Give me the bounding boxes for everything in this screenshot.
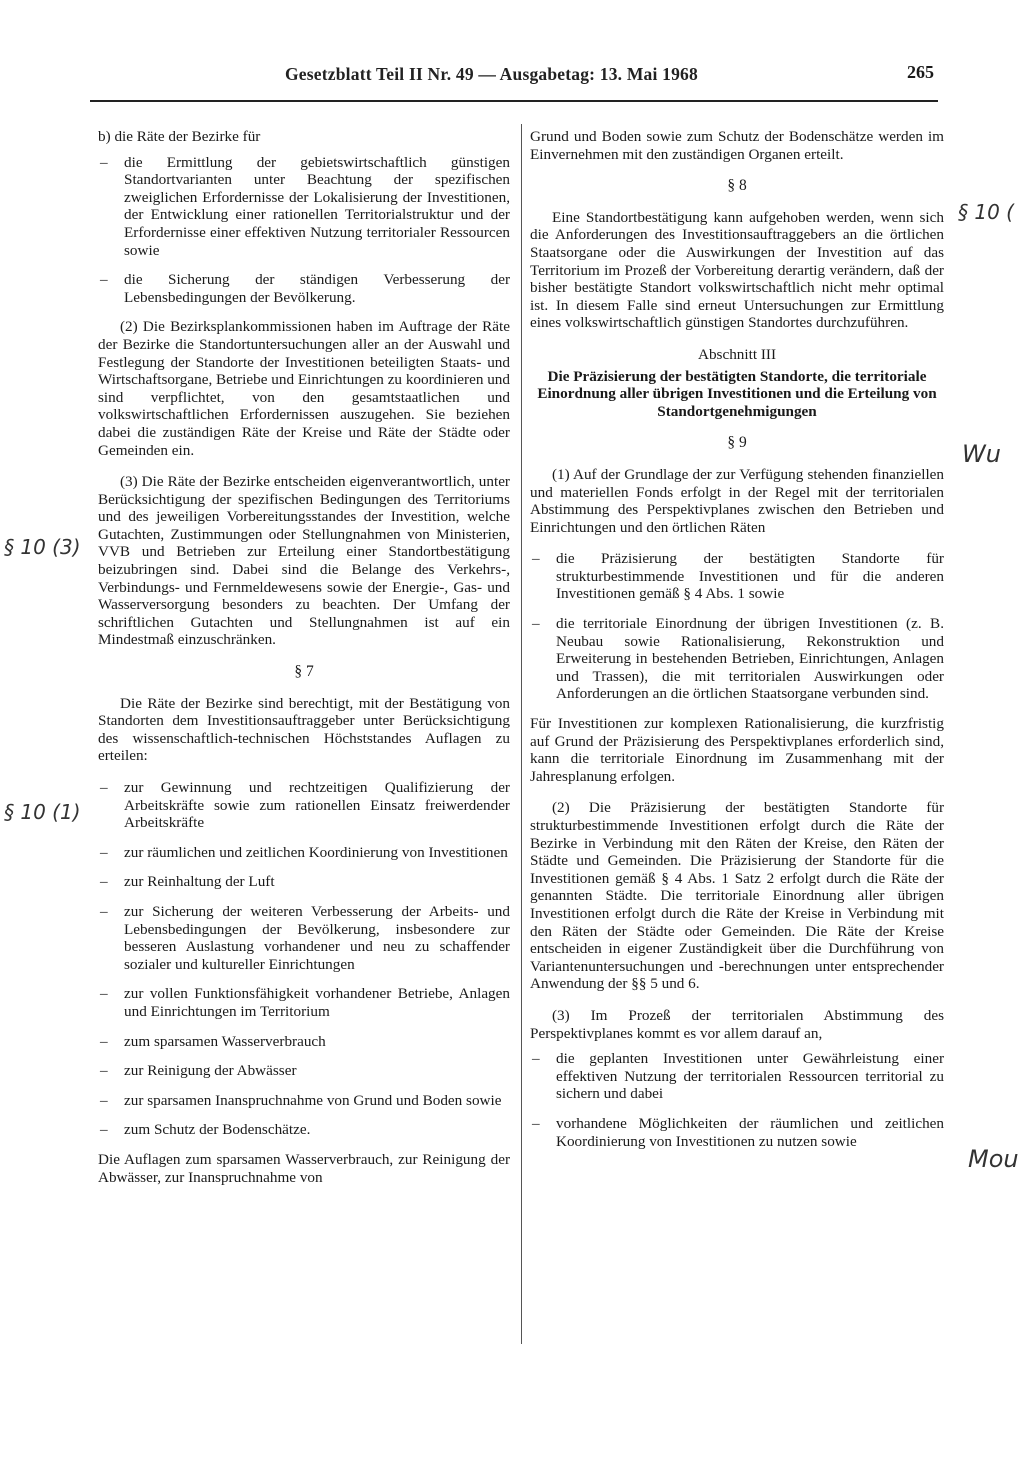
section-7-intro: Die Räte der Bezirke sind berechtigt, mit der Bestätigung von Standorten dem Investitionsauftraggeber unter Berücksichtigung des wissenschaftlich-technischen Höchststandes Auflagen zu erteilen:	[98, 694, 510, 765]
margin-note-1: § 10 (3)	[4, 535, 81, 559]
margin-note-2: § 10 (1)	[4, 800, 81, 824]
paragraph-3: (3) Die Räte der Bezirke entscheiden eigenverantwortlich, unter Berücksichtigung der spezifischen Bedingungen des Territoriums und des jeweiligen Vorbereitungsstandes der Investition, welche Gutachten, Zustimmungen oder Stellungnahmen von Ministerien, VVB und Betrieben zur Erteilung einer Standortbestätigung beizubringen sind. Dabei sind die Belange des Verkehrs-, Verbindungs- und Fernmeldewesens sowie der Energie-, Gas- und Wasserversorgung besonders zu beachten. Der Umfang der schriftlichen Gutachten und Stellungnahmen ist auf ein Mindestmaß einzuschränken.	[98, 473, 510, 649]
list-item: – die Ermittlung der gebietswirtschaftlich günstigen Standortvarianten unter Beachtung der spezifischen zweiglichen Erfordernisse der Lokalisierung der Investitionen, der Entwicklung einer rationellen Territorialstruktur und der Erfordernisse einer effektiven Nutzung territorialer Ressourcen sowie	[98, 154, 510, 260]
paragraph-2: (2) Die Bezirksplankommissionen haben im Auftrage der Räte der Bezirke die Standortuntersuchungen aller an der Auswahl und Festlegung der Standorte der Investitionen beteiligten Staats- und Wirtschaftsorgane, Betriebe und Einrichtungen zu koordinieren und sind verpflichtet, von den gesamtstaatlichen und volkswirtschaftlichen Erfordernissen auszugehen. Sie beziehen dabei die zuständigen Räte der Kreise und Räte der Städte oder Gemeinden ein.	[98, 318, 510, 459]
section-8-text: Eine Standortbestätigung kann aufgehoben werden, wenn sich die Anforderungen des Investitionsauftraggebers an die örtlichen Staatsorgane oder die Auswirkungen der Investition auf das Territorium im Prozeß der Vorbereitung derartig verändern, daß der bisher bestätigte Standort volkswirtschaftlich nicht mehr optimal ist. In diesem Falle sind erneut Untersuchungen zur Ermittlung eines volkswirtschaftlich günstigen Standortes durchzuführen.	[530, 208, 944, 332]
list-item: – zur sparsamen Inanspruchnahme von Grund und Boden sowie	[98, 1092, 510, 1110]
list-item: – zum sparsamen Wasserverbrauch	[98, 1033, 510, 1051]
right-column	[530, 128, 944, 1162]
list-item: – vorhandene Möglichkeiten der räumlichen und zeitlichen Koordinierung von Investitionen zu nutzen sowie	[530, 1115, 944, 1150]
abschnitt-heading: Abschnitt III	[697, 345, 777, 363]
list-item: – zur Reinigung der Abwässer	[98, 1062, 510, 1080]
abschnitt-title: Die Präzisierung der bestätigten Standorte, die territoriale Einordnung aller übrigen Investitionen und die Erteilung von Standortgenehmigungen	[537, 367, 937, 420]
list-item: – zur Gewinnung und rechtzeitigen Qualifizierung der Arbeitskräfte sowie zum rationellen Einsatz freiwerdender Arbeitskräfte	[98, 779, 510, 832]
page-header	[90, 60, 938, 102]
list-item: – zum Schutz der Bodenschätze.	[98, 1121, 510, 1139]
margin-note-3: § 10 (	[958, 200, 1014, 224]
list-item: – die Sicherung der ständigen Verbesserung der Lebensbedingungen der Bevölkerung.	[98, 271, 510, 306]
section-9-para-1: (1) Auf der Grundlage der zur Verfügung stehenden finanziellen und materiellen Fonds erfolgt in der Regel mit der territorialen Abstimmung des Perspektivplanes zwischen den Betrieben und Einrichtungen und den örtlichen Räten	[530, 465, 944, 536]
continuation-text: Grund und Boden sowie zum Schutz der Bodenschätze werden im Einvernehmen mit den zuständigen Organen erteilt.	[530, 128, 944, 163]
section-9-para-1b: Für Investitionen zur komplexen Rationalisierung, die kurzfristig auf Grund der Präzisierung des Perspektivplanes erforderlich sind, kann die territoriale Einordnung im Zusammenhang mit der Jahresplanung erfolgen.	[530, 715, 944, 785]
section-7-list	[98, 779, 510, 1139]
section-8-heading: § 8	[727, 177, 747, 195]
list-item: – zur vollen Funktionsfähigkeit vorhandener Betriebe, Anlagen und Einrichtungen im Territorium	[98, 985, 510, 1020]
list-item: – die Präzisierung der bestätigten Standorte für strukturbestimmende Investitionen und für die anderen Investitionen gemäß § 4 Abs. 1 sowie	[530, 550, 944, 603]
section-9-list	[530, 550, 944, 703]
page-number: 265	[907, 62, 934, 82]
left-column	[98, 128, 510, 1200]
section-9-para-3-list	[530, 1050, 944, 1150]
list-item: – die territoriale Einordnung der übrigen Investitionen (z. B. Neubau sowie Rationalisierung, Rekonstruktion und Erweiterung in bestehenden Betrieben, Einrichtungen, Anlagen und Trassen), die mit territorialen Auswirkungen oder Anforderungen an die örtlichen Staatsorgane verbunden sind.	[530, 615, 944, 703]
section-9-para-2: (2) Die Präzisierung der bestätigten Standorte für strukturbestimmende Investitionen erfolgt durch die Räte der Bezirke in Verbindung mit den Räten der Kreise, den Räten der Städte und Gemeinden. Die Präzisierung der Standorte für die Investitionen gemäß § 4 Abs. 1 Satz 2 erfolgt durch die Räte der genannten Städte. Die territoriale Einordnung aller übrigen Investitionen erfolgt durch die Räte der Kreise in Verbindung mit den Räten der Städte oder Gemeinden. Die Räte der Kreise entscheiden in eigener Zuständigkeit über die Durchführung von Variantenuntersuchungen und -berechnungen unter entsprechender Anwendung der §§ 5 und 6.	[530, 799, 944, 993]
margin-note-5: Mou	[968, 1145, 1019, 1173]
header-title: Gesetzblatt Teil II Nr. 49 — Ausgabetag: 13. Mai 1968	[285, 64, 698, 84]
margin-note-4: Wu	[962, 440, 1001, 468]
section-7-outro: Die Auflagen zum sparsamen Wasserverbrauch, zur Reinigung der Abwässer, zur Inanspruchnahme von	[98, 1150, 510, 1186]
list-item: – zur Reinhaltung der Luft	[98, 873, 510, 891]
section-9-para-3: (3) Im Prozeß der territorialen Abstimmung des Perspektivplanes kommt es vor allem darauf an,	[530, 1006, 944, 1042]
b-intro: b) die Räte der Bezirke für	[98, 128, 261, 145]
list-item: – zur Sicherung der weiteren Verbesserung der Arbeits- und Lebensbedingungen der Bevölkerung, insbesondere zur besseren Auslastung vorhandener und neu zu schaffender sozialer und kultureller Einrichtungen	[98, 903, 510, 973]
list-item: – die geplanten Investitionen unter Gewährleistung einer effektiven Nutzung der territorialen Ressourcen territorial zu sichern und dabei	[530, 1050, 944, 1103]
column-divider	[521, 124, 522, 1344]
list-item: – zur räumlichen und zeitlichen Koordinierung von Investitionen	[98, 844, 510, 862]
section-9-heading: § 9	[727, 434, 747, 452]
b-list	[98, 154, 510, 307]
section-7-heading: § 7	[294, 663, 314, 681]
